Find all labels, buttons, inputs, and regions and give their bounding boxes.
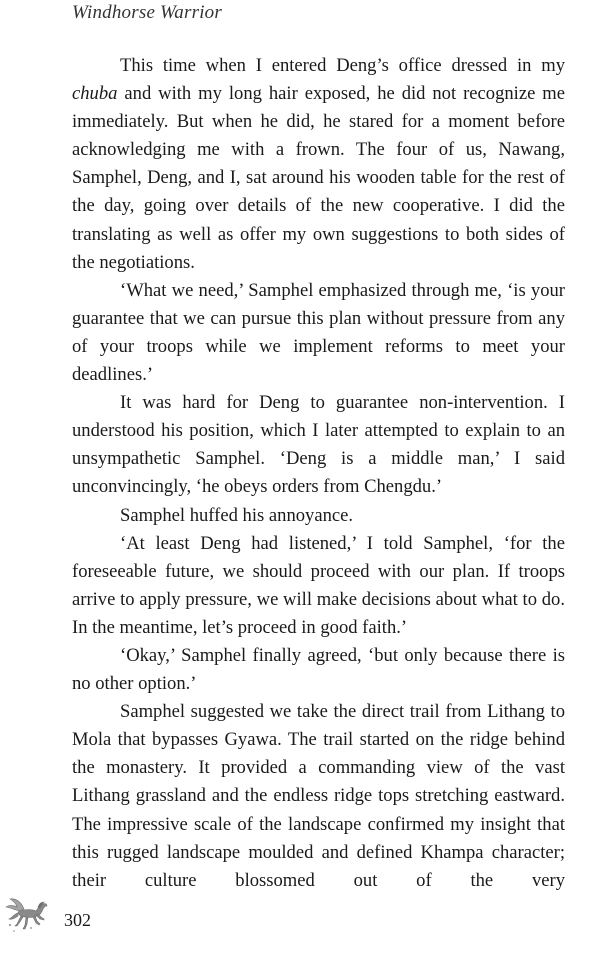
paragraph-1 [72, 52, 565, 277]
paragraph-6: ‘Okay,’ Samphel finally agreed, ‘but only because there is no other option.’ [72, 644, 565, 695]
page-body [72, 52, 565, 895]
paragraph-1-italic-term: chuba [72, 83, 118, 105]
paragraph-2: ‘What we need,’ Samphel emphasized through me, ‘is your guarantee that we can pursue this plan without pressure from any of your troops while we implement reforms to meet your deadlines.’ [72, 279, 565, 386]
paragraph-4: Samphel huffed his annoyance. [120, 504, 354, 526]
paragraph-1-rest: and with my long hair exposed, he did not recognize me immediately. But when he did, he stared for a moment before acknowledging me with a frown. The four of us, Nawang, Samphel, Deng, and I, sat around his wooden table for the rest of the day, going over details of the new cooperative. I did the translating as well as offer my own suggestions to both sides of the negotiations. [72, 83, 565, 273]
windhorse-icon [4, 895, 50, 935]
paragraph-3: It was hard for Deng to guarantee non-intervention. I understood his position, which I later attempted to explain to an unsympathetic Samphel. ‘Deng is a middle man,’ I said unconvincingly, ‘he obeys orders from Chengdu.’ [72, 392, 565, 498]
paragraph-5: ‘At least Deng had listened,’ I told Samphel, ‘for the foreseeable future, we should proceed with our plan. If troops arrive to apply pressure, we will make decisions about what to do. In the meantime, let’s proceed in good faith.’ [72, 532, 565, 638]
paragraph-7: Samphel suggested we take the direct trail from Lithang to Mola that bypasses Gyawa. The trail started on the ridge behind the monastery. It provided a commanding view of the vast Lithang grassland and the endless ridge tops stretching eastward. The impressive scale of the landscape confirmed my insight that this rugged landscape moulded and defined Khampa character; their culture blossomed out of the very [72, 701, 565, 891]
page-number: 302 [64, 910, 91, 930]
running-title: Windhorse Warrior [72, 2, 222, 23]
paragraph-1-start: This time when I entered Deng’s office dressed in my [120, 55, 565, 76]
